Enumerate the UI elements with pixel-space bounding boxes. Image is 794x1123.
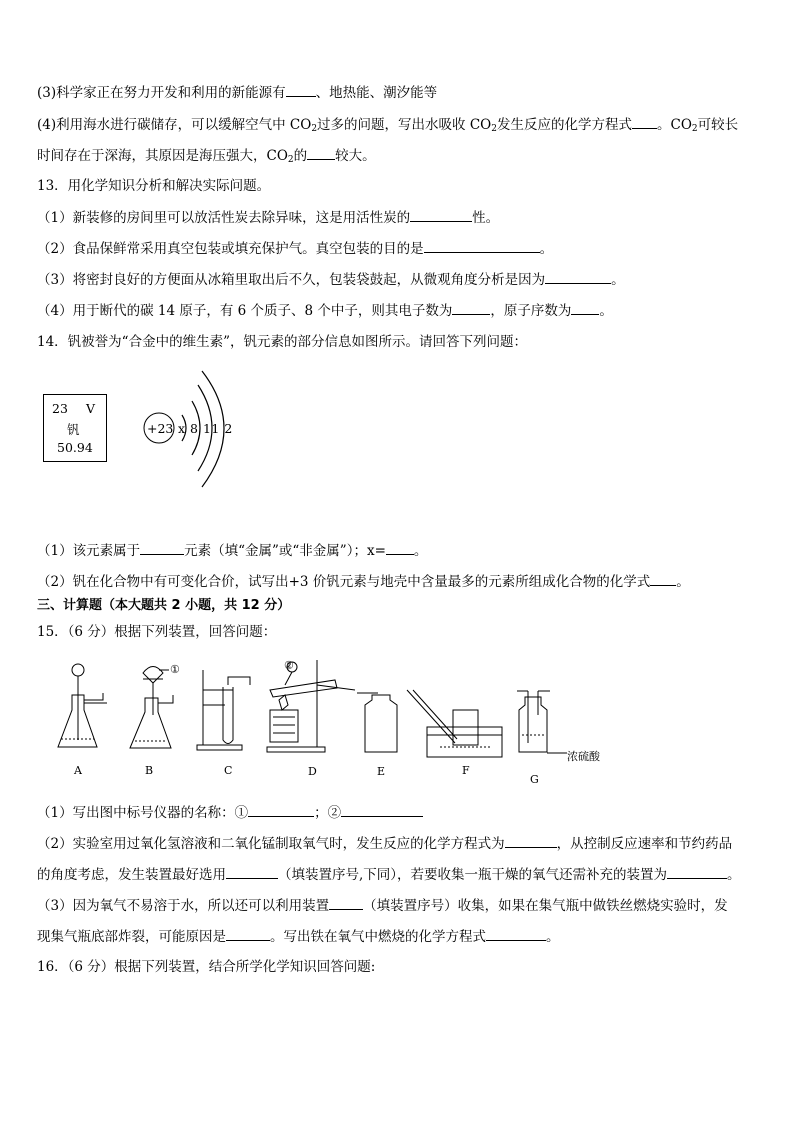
element-card	[43, 394, 107, 462]
q15-part3: （3）因为氧气不易溶于水，所以还可以利用装置 （填装置序号）收集，如果在集气瓶中做铁丝燃烧实验时，发	[37, 898, 728, 914]
q13-part4: （4）用于断代的碳 14 原子，有 6 个质子、8 个中子，则其电子数为 ，原子序数为 。	[37, 303, 613, 319]
answer-blank[interactable]	[329, 896, 363, 910]
answer-blank[interactable]	[307, 146, 335, 160]
answer-blank[interactable]	[650, 572, 676, 586]
label-f: F	[462, 764, 470, 777]
label-b: B	[145, 764, 154, 777]
q15-title: 15．（6 分）根据下列装置，回答问题：	[37, 624, 277, 640]
answer-blank[interactable]	[341, 803, 423, 817]
answer-blank[interactable]	[386, 541, 414, 555]
answer-blank[interactable]	[505, 834, 557, 848]
q16-title: 16．（6 分）根据下列装置，结合所学化学知识回答问题:	[37, 959, 376, 975]
answer-blank[interactable]	[545, 270, 611, 284]
q14-title: 14．钒被誉为“合金中的维生素”，钒元素的部分信息如图所示。请回答下列问题：	[37, 334, 527, 350]
q15-part1: （1）写出图中标号仪器的名称：① ；②	[37, 803, 423, 822]
atomic-mass: 50.94	[57, 440, 93, 455]
label-g: G	[530, 773, 539, 786]
atomic-number: 23	[52, 401, 68, 416]
q13-title: 13．用化学知识分析和解决实际问题。	[37, 178, 271, 194]
q15-part2: （2）实验室用过氧化氢溶液和二氧化锰制取氧气时，发生反应的化学方程式为 ，从控制反应速率和节约药品	[37, 836, 733, 852]
q12-part4-cont: 时间存在于深海，其原因是海压强大，$CO_2$的 较大。	[37, 148, 376, 165]
answer-blank[interactable]	[248, 803, 314, 817]
q13-part2: （2）食品保鲜常采用真空包装或填充保护气。真空包装的目的是 。	[37, 241, 554, 257]
answer-blank[interactable]	[424, 239, 540, 253]
label-d: D	[308, 765, 317, 778]
apparatus-f	[407, 690, 502, 757]
q12-part3: (3)科学家正在努力开发和利用的新能源有 、地热能、潮汐能等	[37, 85, 438, 101]
answer-blank[interactable]	[486, 927, 546, 941]
q14-part2: （2）钒在化合物中有可变化合价，试写出+3 价钒元素与地壳中含量最多的元素所组成化合物的化学式 。	[37, 574, 690, 590]
apparatus-e	[357, 693, 397, 752]
answer-blank[interactable]	[632, 115, 657, 129]
answer-blank[interactable]	[226, 865, 278, 879]
q13-part1: （1）新装修的房间里可以放活性炭去除异味，这是用活性炭的 性。	[37, 210, 500, 226]
label-e: E	[377, 765, 386, 778]
label-c: C	[224, 764, 233, 777]
mark-1: ①	[170, 663, 180, 676]
answer-blank[interactable]	[410, 208, 472, 222]
apparatus-c	[197, 670, 250, 750]
q14-part1: （1）该元素属于 元素（填“金属”或“非金属”）；x= 。	[37, 543, 428, 559]
nucleus-charge: +23	[147, 421, 174, 436]
element-name: 钒	[67, 422, 80, 437]
apparatus-figure	[45, 655, 615, 790]
q15-part3-cont: 现集气瓶底部炸裂，可能原因是 。写出铁在氧气中燃烧的化学方程式 。	[37, 929, 560, 945]
apparatus-g	[517, 691, 567, 753]
acid-label: 浓硫酸	[567, 750, 600, 763]
apparatus-a	[58, 664, 107, 747]
section-3-heading: 三、计算题（本大题共 2 小题，共 12 分）	[37, 598, 291, 613]
answer-blank[interactable]	[452, 301, 490, 315]
q13-part3: （3）将密封良好的方便面从冰箱里取出后不久，包装袋鼓起，从微观角度分析是因为 。	[37, 272, 625, 288]
element-symbol: V	[86, 401, 96, 416]
answer-blank[interactable]	[226, 927, 270, 941]
answer-blank[interactable]	[571, 301, 599, 315]
answer-blank[interactable]	[667, 865, 727, 879]
label-a: A	[74, 764, 82, 777]
q15-part2-cont: 的角度考虑，发生装置最好选用 （填装置序号,下同），若要收集一瓶干燥的氧气还需补充的装置为 。	[37, 867, 741, 883]
mark-2: ②	[284, 659, 294, 672]
apparatus-b	[130, 667, 173, 749]
apparatus-d	[267, 660, 355, 752]
answer-blank[interactable]	[140, 541, 184, 555]
q12-part4: (4)利用海水进行碳储存，可以缓解空气中 $CO_2$过多的问题，写出水吸收 $CO_2$发生反应的化学方程式 。$CO_2$可较长	[37, 117, 739, 134]
answer-blank[interactable]	[286, 83, 316, 97]
electron-counts: x 8 11 2	[178, 421, 233, 436]
